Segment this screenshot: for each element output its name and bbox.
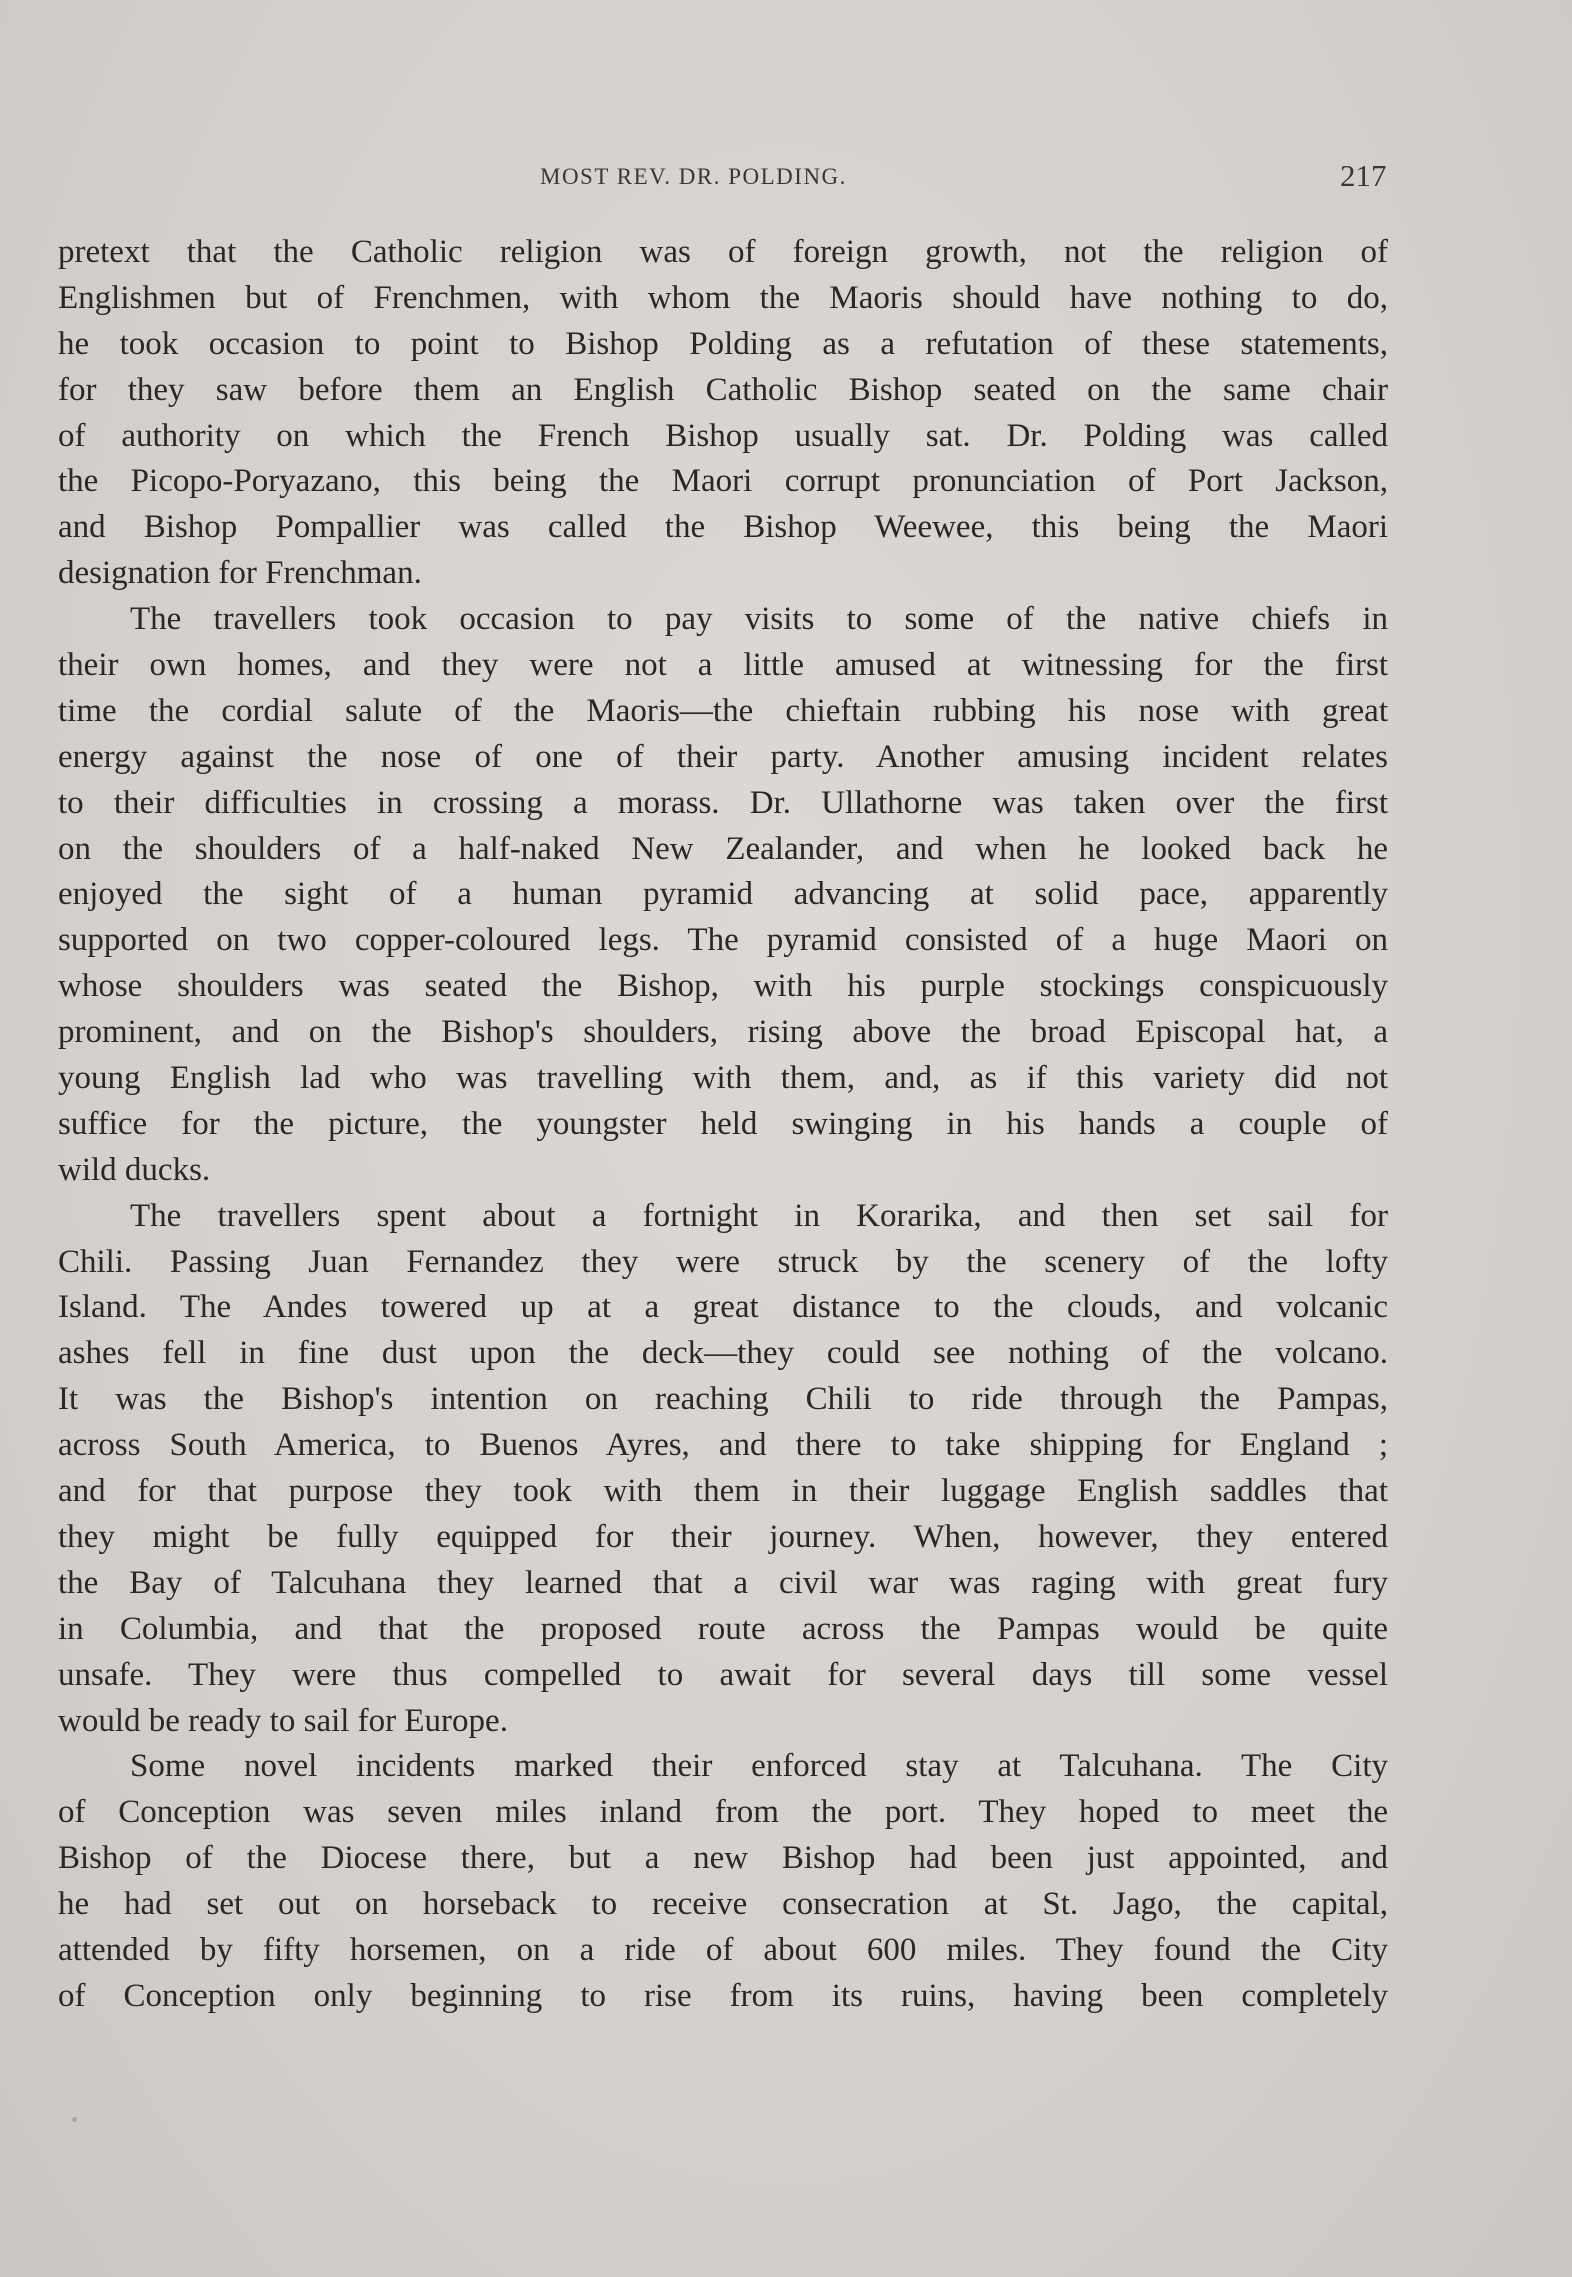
text-line: the Picopo-Poryazano, this being the Maori corrupt pronunciation of Port Jackson, xyxy=(58,463,1388,500)
text-line: young English lad who was travelling with them, and, as if this variety did not xyxy=(58,1060,1388,1097)
text-line: he had set out on horseback to receive consecration at St. Jago, the capital, xyxy=(58,1886,1388,1923)
text-line: supported on two copper-coloured legs. The pyramid consisted of a huge Maori on xyxy=(58,922,1388,959)
text-line: he took occasion to point to Bishop Polding as a refutation of these statements, xyxy=(58,325,1388,362)
text-line: designation for Frenchman. xyxy=(58,555,422,592)
text-line: Bishop of the Diocese there, but a new Bishop had been just appointed, and xyxy=(58,1840,1388,1877)
text-line: Englishmen but of Frenchmen, with whom the Maoris should have nothing to do, xyxy=(58,279,1388,316)
page-number: 217 xyxy=(1340,158,1387,193)
text-line: suffice for the picture, the youngster held swinging in his hands a couple of xyxy=(58,1105,1388,1142)
text-line: unsafe. They were thus compelled to await for several days till some vessel xyxy=(58,1656,1388,1693)
body-text xyxy=(58,230,1388,2020)
text-line: Some novel incidents marked their enforced stay at Talcuhana. The City xyxy=(130,1748,1388,1785)
text-line: whose shoulders was seated the Bishop, with his purple stockings conspicuously xyxy=(58,968,1388,1005)
text-line: to their difficulties in crossing a morass. Dr. Ullathorne was taken over the first xyxy=(58,784,1388,821)
text-line: pretext that the Catholic religion was of foreign growth, not the religion of xyxy=(58,234,1388,270)
text-line: of Conception was seven miles inland from the port. They hoped to meet the xyxy=(58,1794,1388,1831)
text-line: the Bay of Talcuhana they learned that a civil war was raging with great fury xyxy=(58,1564,1388,1601)
text-line: enjoyed the sight of a human pyramid advancing at solid pace, apparently xyxy=(58,876,1388,913)
text-line: of Conception only beginning to rise from its ruins, having been completely xyxy=(58,1977,1388,2014)
text-line: and Bishop Pompallier was called the Bishop Weewee, this being the Maori xyxy=(58,509,1388,546)
text-line: The travellers took occasion to pay visits to some of the native chiefs in xyxy=(130,601,1388,638)
text-line: attended by fifty horsemen, on a ride of about 600 miles. They found the City xyxy=(58,1931,1388,1968)
text-line: and for that purpose they took with them in their luggage English saddles that xyxy=(58,1473,1388,1510)
text-line: time the cordial salute of the Maoris—the chieftain rubbing his nose with great xyxy=(58,692,1388,729)
paragraph xyxy=(58,1744,1388,2019)
text-line: they might be fully equipped for their journey. When, however, they entered xyxy=(58,1518,1388,1555)
paragraph xyxy=(58,1194,1388,1745)
text-line: across South America, to Buenos Ayres, and there to take shipping for England ; xyxy=(58,1427,1388,1464)
text-line: in Columbia, and that the proposed route across the Pampas would be quite xyxy=(58,1610,1388,1647)
text-line: ashes fell in fine dust upon the deck—they could see nothing of the volcano. xyxy=(58,1335,1388,1372)
text-line: Island. The Andes towered up at a great distance to the clouds, and volcanic xyxy=(58,1289,1388,1326)
text-line: their own homes, and they were not a little amused at witnessing for the first xyxy=(58,647,1388,684)
text-line: energy against the nose of one of their party. Another amusing incident relates xyxy=(58,738,1388,775)
paper-speck xyxy=(72,2117,77,2122)
paragraph xyxy=(58,597,1388,1194)
text-line: of authority on which the French Bishop usually sat. Dr. Polding was called xyxy=(58,417,1388,454)
text-line: wild ducks. xyxy=(58,1151,211,1188)
running-title: MOST REV. DR. POLDING. xyxy=(540,164,847,189)
text-line: on the shoulders of a half-naked New Zealander, and when he looked back he xyxy=(58,830,1388,867)
text-line: It was the Bishop's intention on reaching Chili to ride through the Pampas, xyxy=(58,1381,1388,1418)
text-line: prominent, and on the Bishop's shoulders, rising above the broad Episcopal hat, a xyxy=(58,1014,1388,1051)
paragraph xyxy=(58,230,1388,597)
text-line: would be ready to sail for Europe. xyxy=(58,1702,508,1739)
text-line: Chili. Passing Juan Fernandez they were struck by the scenery of the lofty xyxy=(58,1243,1388,1280)
text-line: The travellers spent about a fortnight in Korarika, and then set sail for xyxy=(130,1197,1388,1234)
text-line: for they saw before them an English Catholic Bishop seated on the same chair xyxy=(58,371,1388,408)
